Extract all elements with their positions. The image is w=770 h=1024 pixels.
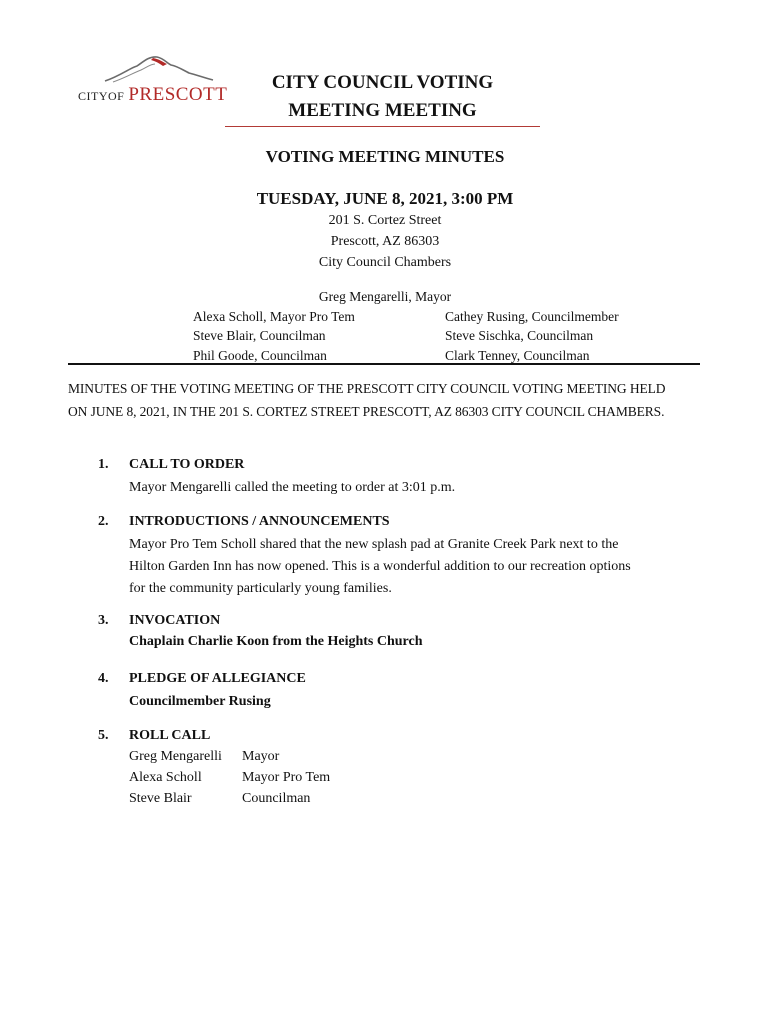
meeting-date: TUESDAY, JUNE 8, 2021, 3:00 PM: [256, 189, 514, 208]
invocation-text: Chaplain Charlie Koon from the Heights Church: [129, 634, 423, 649]
roll-name: Alexa Scholl: [129, 770, 202, 785]
roll-role: Mayor: [242, 749, 280, 764]
announcements-line-2: Hilton Garden Inn has now opened. This is a wonderful addition to our recreation options: [129, 559, 631, 574]
announcements-line-3: for the community particularly young families.: [129, 581, 392, 596]
logo-of-text: OF: [108, 89, 125, 103]
address-street: 201 S. Cortez Street: [328, 213, 442, 228]
roster-left-3: Phil Goode, Councilman: [193, 348, 327, 363]
roster-left-1: Alexa Scholl, Mayor Pro Tem: [193, 309, 355, 324]
section-number: 3.: [98, 613, 109, 628]
section-title-pledge: PLEDGE OF ALLEGIANCE: [129, 671, 306, 686]
section-title-announcements: INTRODUCTIONS / ANNOUNCEMENTS: [129, 514, 390, 529]
page-title-line2: MEETING MEETING: [288, 100, 477, 121]
roll-name: Steve Blair: [129, 791, 192, 806]
roster-right-1: Cathey Rusing, Councilmember: [445, 309, 619, 324]
section-number: 4.: [98, 671, 109, 686]
roster-right-3: Clark Tenney, Councilman: [445, 348, 590, 363]
roll-role: Mayor Pro Tem: [242, 770, 331, 785]
intro-line-2: ON JUNE 8, 2021, IN THE 201 S. CORTEZ STREET PRESCOTT, AZ 86303 CITY COUNCIL CHAMBERS.: [68, 404, 665, 419]
announcements-line-1: Mayor Pro Tem Scholl shared that the new splash pad at Granite Creek Park next to the: [129, 537, 619, 552]
roster-left-2: Steve Blair, Councilman: [193, 328, 326, 343]
roster-right-2: Steve Sischka, Councilman: [445, 328, 594, 343]
address-chambers: City Council Chambers: [318, 255, 452, 270]
intro-paragraph: [68, 377, 708, 423]
page-title-line1: CITY COUNCIL VOTING: [271, 72, 494, 93]
logo-city-text: CITY: [78, 89, 108, 103]
announcements-text: [129, 534, 689, 600]
section-title-roll-call: ROLL CALL: [129, 728, 211, 743]
pledge-text: Councilmember Rusing: [129, 694, 271, 709]
intro-line-1: MINUTES OF THE VOTING MEETING OF THE PRESCOTT CITY COUNCIL VOTING MEETING HELD: [68, 381, 666, 396]
minutes-subtitle: VOTING MEETING MINUTES: [265, 147, 505, 166]
section-number: 5.: [98, 728, 109, 743]
section-title-call-to-order: CALL TO ORDER: [129, 457, 245, 472]
roll-name: Greg Mengarelli: [129, 749, 222, 764]
roster-divider: [68, 363, 700, 365]
section-number: 1.: [98, 457, 109, 472]
call-to-order-text: Mayor Mengarelli called the meeting to order at 3:01 p.m.: [129, 480, 456, 495]
city-logo: [75, 54, 228, 106]
section-title-invocation: INVOCATION: [129, 613, 221, 628]
title-divider: [225, 126, 540, 127]
section-number: 2.: [98, 514, 109, 529]
roll-role: Councilman: [242, 791, 311, 806]
roster-mayor: Greg Mengarelli, Mayor: [318, 289, 452, 304]
address-city: Prescott, AZ 86303: [330, 234, 440, 249]
logo-prescott-text: PRESCOTT: [128, 84, 228, 105]
